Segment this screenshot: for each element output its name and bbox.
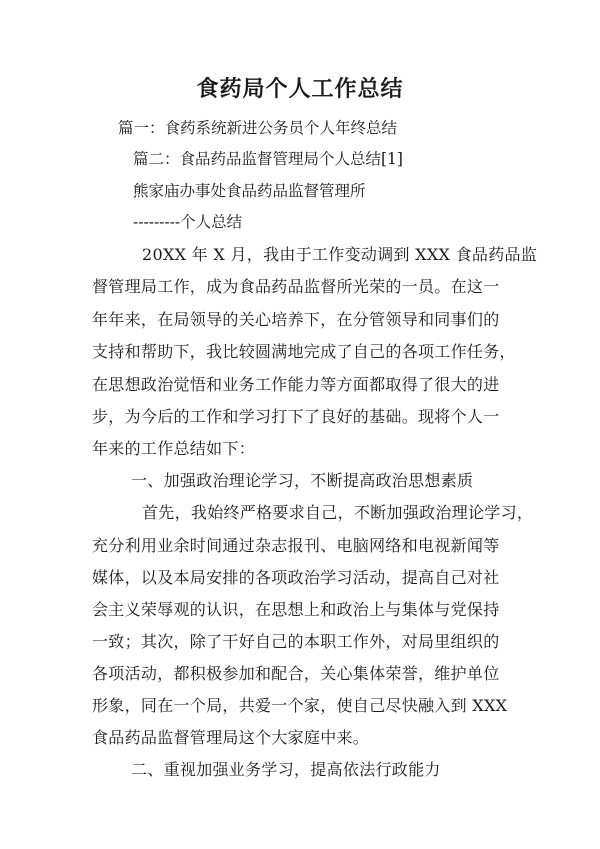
paragraph-line: 媒体，以及本局安排的各项政治学习活动，提高自己对社 — [92, 568, 500, 587]
subtitle-line: 熊家庙办事处食品药品监督管理所 — [133, 182, 366, 200]
paragraph-line: 各项活动，都积极参加和配合，关心集体荣誉，维护单位 — [92, 664, 500, 683]
section-heading: 一、加强政治理论学习，不断提高政治思想素质 — [131, 471, 474, 490]
subtitle-line: 篇一：食药系统新进公务员个人年终总结 — [118, 119, 398, 137]
subtitle-line: ---------个人总结 — [133, 213, 243, 231]
paragraph-line: 督管理局工作，成为食品药品监督所光荣的一员。在这一 — [92, 277, 500, 296]
paragraph-line: 一致；其次，除了干好自己的本职工作外，对局里组织的 — [92, 632, 500, 651]
paragraph-line: 支持和帮助下，我比较圆满地完成了自己的各项工作任务， — [92, 342, 516, 361]
paragraph-line: 充分利用业余时间通过杂志报刊、电脑网络和电视新闻等 — [92, 536, 500, 555]
paragraph-line: 年来的工作总结如下： — [92, 439, 256, 458]
paragraph-line: 食品药品监督管理局这个大家庭中来。 — [92, 728, 370, 747]
paragraph-line: 首先，我始终严格要求自己，不断加强政治理论学习， — [142, 503, 534, 522]
paragraph-line: 年年来，在局领导的关心培养下，在分管领导和同事们的 — [92, 310, 500, 329]
paragraph-line: 在思想政治觉悟和业务工作能力等方面都取得了很大的进 — [92, 375, 500, 394]
paragraph-line: 会主义荣辱观的认识，在思想上和政治上与集体与党保持 — [92, 600, 500, 619]
paragraph-line: 步，为今后的工作和学习打下了良好的基础。现将个人一 — [92, 407, 500, 426]
page-title: 食药局个人工作总结 — [196, 76, 404, 102]
subtitle-line: 篇二：食品药品监督管理局个人总结[1] — [133, 150, 403, 168]
section-heading: 二、重视加强业务学习，提高依法行政能力 — [131, 760, 441, 779]
paragraph-line: 形象，同在一个局，共爱一个家，使自己尽快融入到 XXX — [92, 696, 508, 715]
paragraph-line: 20XX 年 X 月，我由于工作变动调到 XXX 食品药品监 — [142, 245, 538, 264]
